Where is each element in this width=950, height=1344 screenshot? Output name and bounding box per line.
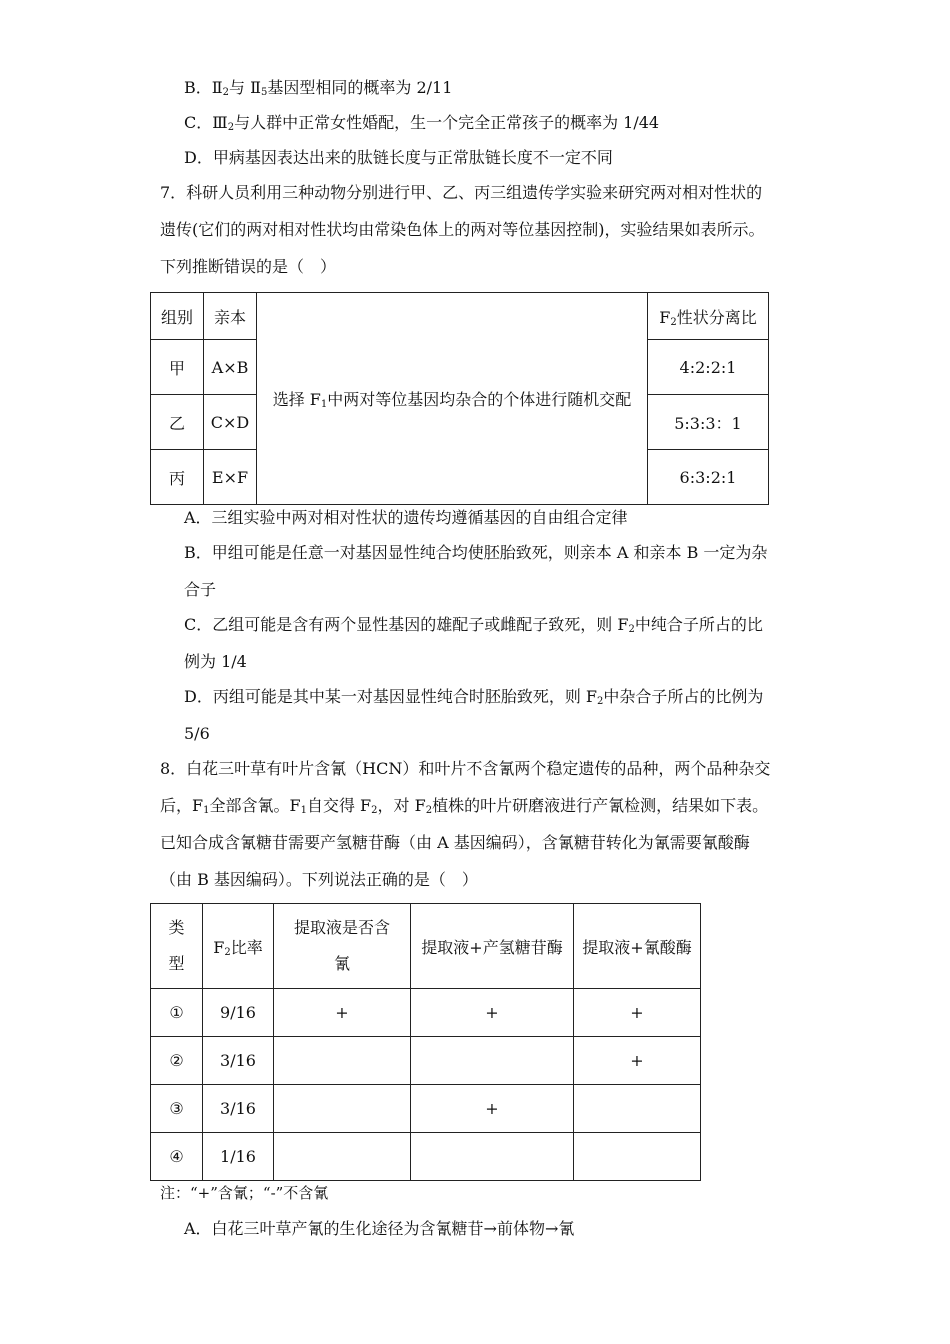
q7-header-group: 组别: [151, 293, 204, 340]
enzyme2-cell: [574, 1133, 701, 1181]
q7-option-d-line1: D．丙组可能是其中某一对基因显性纯合时胚胎致死，则 $F_2$中杂合子所占的比例为: [184, 687, 764, 707]
table-row: [151, 1085, 701, 1133]
parent-cell: A×B: [204, 340, 257, 395]
extract-cell: [274, 1037, 411, 1085]
ratio-cell: 6:3:2:1: [648, 450, 769, 505]
extract-cell: +: [274, 989, 411, 1037]
group-cell: 甲: [151, 340, 204, 395]
table-row: [151, 1037, 701, 1085]
type-cell: ③: [151, 1085, 203, 1133]
enzyme2-cell: +: [574, 989, 701, 1037]
enzyme1-cell: [411, 1133, 574, 1181]
enzyme2-cell: [574, 1085, 701, 1133]
q8-stem-line2: 后，$F_1$全部含氰。$F_1$自交得 $F_2$，对 $F_2$植株的叶片研磨液进行产氰检测，结果如下表。: [160, 796, 769, 816]
q8-stem-line3: 已知合成含氰糖苷需要产氢糖苷酶（由 A 基因编码），含氰糖苷转化为氰需要氰酸酶: [160, 833, 750, 852]
q7-stem-line1: 7．科研人员利用三种动物分别进行甲、乙、丙三组遗传学实验来研究两对相对性状的: [160, 183, 763, 202]
type-cell: ②: [151, 1037, 203, 1085]
q7-option-c-line2: 例为 1/4: [184, 652, 247, 671]
q7-table: [150, 292, 769, 505]
q8-header-ratio: $F_2$比率: [203, 904, 274, 989]
table-row: [151, 1133, 701, 1181]
q7-header-ratio: $F_2$性状分离比: [648, 293, 769, 340]
table-row: [151, 989, 701, 1037]
type-cell: ①: [151, 989, 203, 1037]
ratio-cell: 9/16: [203, 989, 274, 1037]
extract-cell: [274, 1133, 411, 1181]
enzyme2-cell: +: [574, 1037, 701, 1085]
extract-cell: [274, 1085, 411, 1133]
q8-table: [150, 903, 701, 1181]
group-cell: 乙: [151, 395, 204, 450]
q6-option-d: D．甲病基因表达出来的肽链长度与正常肽链长度不一定不同: [184, 148, 613, 167]
parent-cell: E×F: [204, 450, 257, 505]
enzyme1-cell: [411, 1037, 574, 1085]
q8-header-enzyme2: 提取液+氰酸酶: [574, 904, 701, 989]
q7-option-d-line2: 5/6: [184, 724, 210, 743]
enzyme1-cell: +: [411, 1085, 574, 1133]
q8-option-a: A．白花三叶草产氰的生化途径为含氰糖苷→前体物→氰: [184, 1219, 575, 1238]
group-cell: 丙: [151, 450, 204, 505]
type-cell: ④: [151, 1133, 203, 1181]
ratio-cell: 3/16: [203, 1085, 274, 1133]
q6-option-c: C．$Ⅲ_2$与人群中正常女性婚配，生一个完全正常孩子的概率为 1/44: [184, 113, 660, 133]
q8-stem-line4: （由 B 基因编码）。下列说法正确的是（ ）: [160, 870, 478, 889]
q8-header-enzyme1: 提取液+产氢糖苷酶: [411, 904, 574, 989]
q8-stem-line1: 8．白花三叶草有叶片含氰（HCN）和叶片不含氰两个稳定遗传的品种，两个品种杂交: [160, 759, 771, 778]
q7-option-b-line2: 合子: [184, 580, 217, 599]
q8-table-note: 注：“+”含氰；“-”不含氰: [160, 1184, 329, 1202]
enzyme1-cell: +: [411, 989, 574, 1037]
q7-option-b-line1: B．甲组可能是任意一对基因显性纯合均使胚胎致死，则亲本 A 和亲本 B 一定为杂: [184, 543, 768, 562]
ratio-cell: 5:3:3：1: [648, 395, 769, 450]
parent-cell: C×D: [204, 395, 257, 450]
q7-header-parent: 亲本: [204, 293, 257, 340]
q7-method-cell: 选择 $F_1$中两对等位基因均杂合的个体进行随机交配: [257, 293, 648, 505]
q6-option-b: B．$Ⅱ_2$与 $Ⅱ_5$基因型相同的概率为 2/11: [184, 78, 453, 98]
q7-stem-line2: 遗传(它们的两对相对性状均由常染色体上的两对等位基因控制)，实验结果如表所示。: [160, 220, 765, 239]
q8-header-extract: 提取液是否含 氰: [274, 904, 411, 989]
q7-stem-line3: 下列推断错误的是（ ）: [160, 257, 337, 276]
q8-header-type: 类 型: [151, 904, 203, 989]
ratio-cell: 1/16: [203, 1133, 274, 1181]
ratio-cell: 4:2:2:1: [648, 340, 769, 395]
ratio-cell: 3/16: [203, 1037, 274, 1085]
q7-option-a: A．三组实验中两对相对性状的遗传均遵循基因的自由组合定律: [184, 508, 628, 527]
q7-option-c-line1: C．乙组可能是含有两个显性基因的雄配子或雌配子致死，则 $F_2$中纯合子所占的比: [184, 615, 763, 635]
